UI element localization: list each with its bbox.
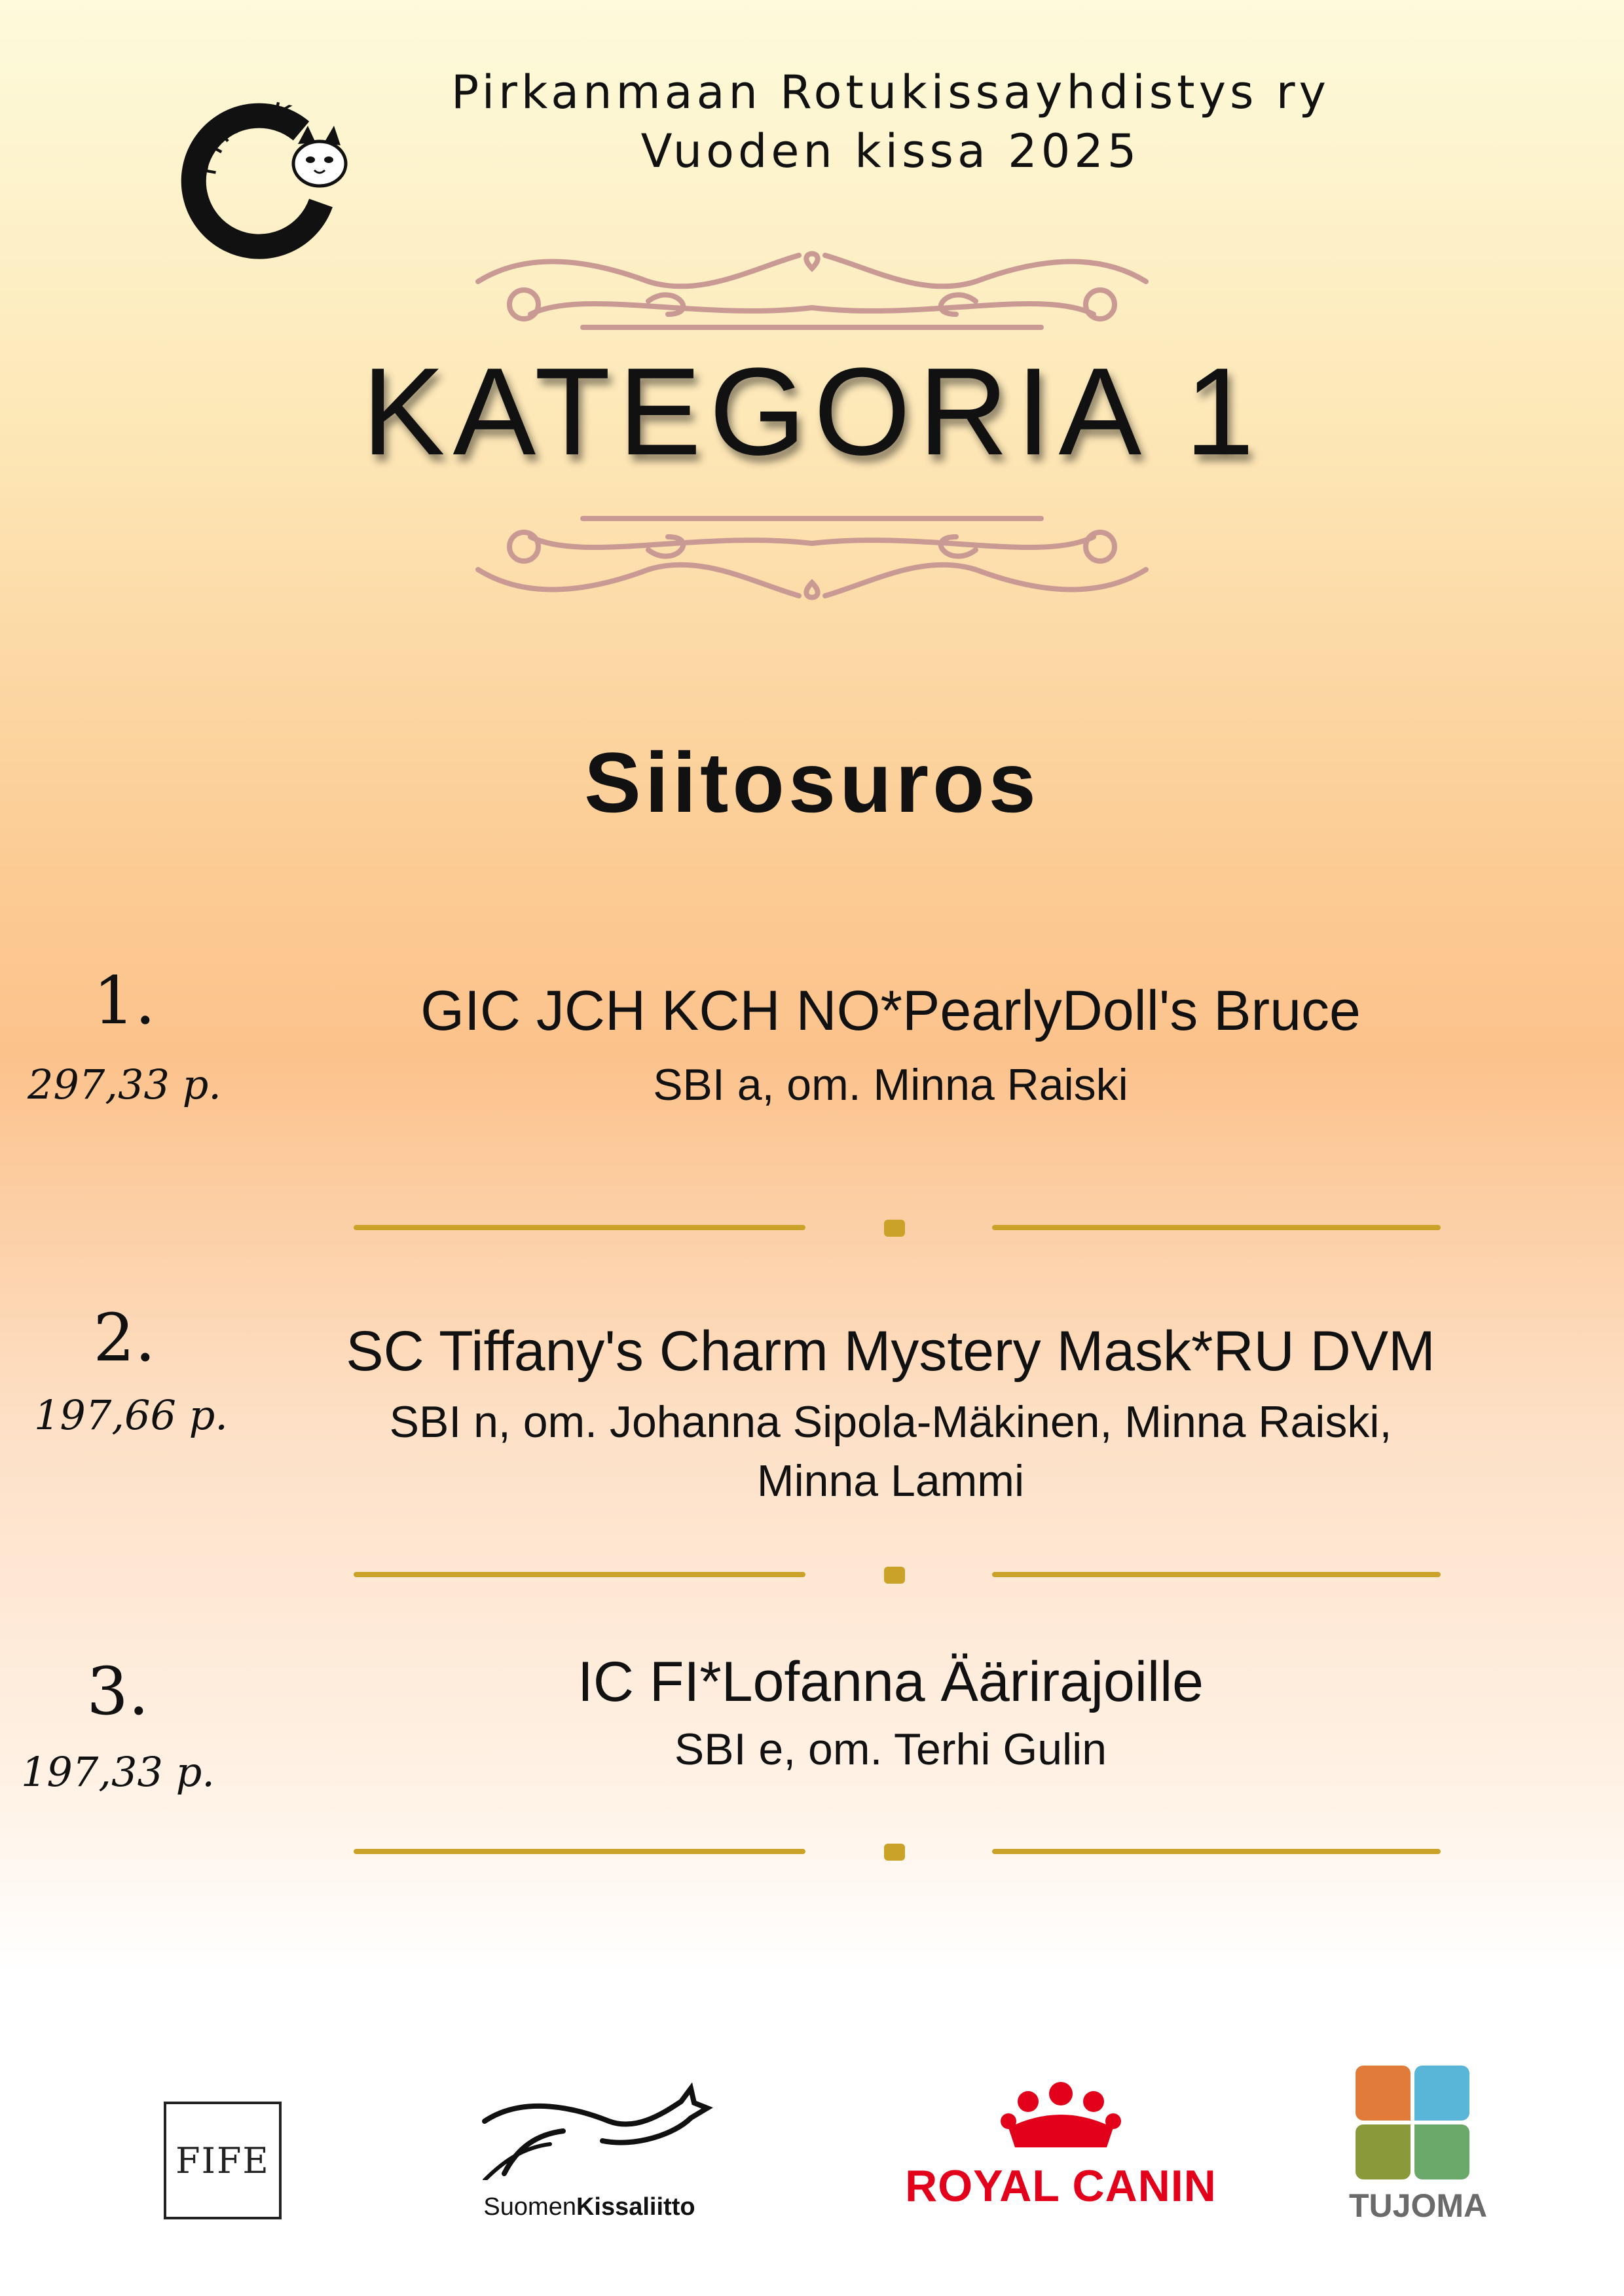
ornament-bottom [452, 511, 1172, 609]
rank-2: 2. [93, 1300, 156, 1376]
points-2: 197,66 p. [33, 1391, 229, 1439]
org-header [0, 63, 1624, 181]
divider-1 [354, 1214, 1441, 1241]
fish-tile-icon [1414, 2066, 1469, 2121]
points-3: 197,33 p. [20, 1748, 215, 1796]
award-title: Vuoden kissa 2025 [640, 124, 1141, 178]
kissaliitto-prefix: Suomen [483, 2193, 576, 2221]
cat-detail-1-line-1: SBI a, om. Minna Raiski [653, 1060, 1128, 1110]
bird-tile-icon [1356, 2124, 1411, 2179]
cat-detail-2-line-2: Minna Lammi [756, 1456, 1025, 1506]
rank-1: 1. [93, 962, 156, 1039]
rank-3: 3. [86, 1653, 149, 1730]
tujoma-logo [1349, 2066, 1488, 2236]
cat-detail-2-line-1: SBI n, om. Johanna Sipola-Mäkinen, Minna Raiski, [389, 1397, 1392, 1447]
crown-icon [897, 2075, 1225, 2154]
cat-name-1: GIC JCH KCH NO*PearlyDoll's Bruce [420, 979, 1361, 1042]
cat-name-3: IC FI*Lofanna Äärirajoille [577, 1650, 1204, 1713]
category-subtitle: Siitosuros [584, 735, 1040, 830]
page-title: KATEGORIA 1 [361, 342, 1263, 481]
cat-name-2: SC Tiffany's Charm Mystery Mask*RU DVM [346, 1320, 1435, 1383]
points-1: 297,33 p. [27, 1061, 222, 1108]
ornament-top [452, 242, 1172, 334]
fife-logo [164, 2102, 282, 2219]
cat-detail-3-line-1: SBI e, om. Terhi Gulin [674, 1724, 1107, 1774]
tujoma-text: TUJOMA [1349, 2187, 1488, 2224]
kissaliitto-logo [465, 2062, 714, 2232]
leaping-cat-icon [465, 2062, 714, 2180]
org-name: Pirkanmaan Rotukissayhdistys ry [451, 65, 1330, 119]
royal-canin-logo [897, 2075, 1225, 2239]
kissaliitto-bold: Kissaliitto [576, 2193, 695, 2221]
cat-tile-icon [1414, 2124, 1469, 2179]
royal-canin-text: ROYAL CANIN [905, 2161, 1217, 2211]
fife-logo-text: FIFE [175, 2140, 270, 2181]
logo-text: PIROK [189, 96, 298, 178]
dog-tile-icon [1356, 2066, 1411, 2121]
divider-3 [354, 1838, 1441, 1865]
divider-2 [354, 1561, 1441, 1588]
